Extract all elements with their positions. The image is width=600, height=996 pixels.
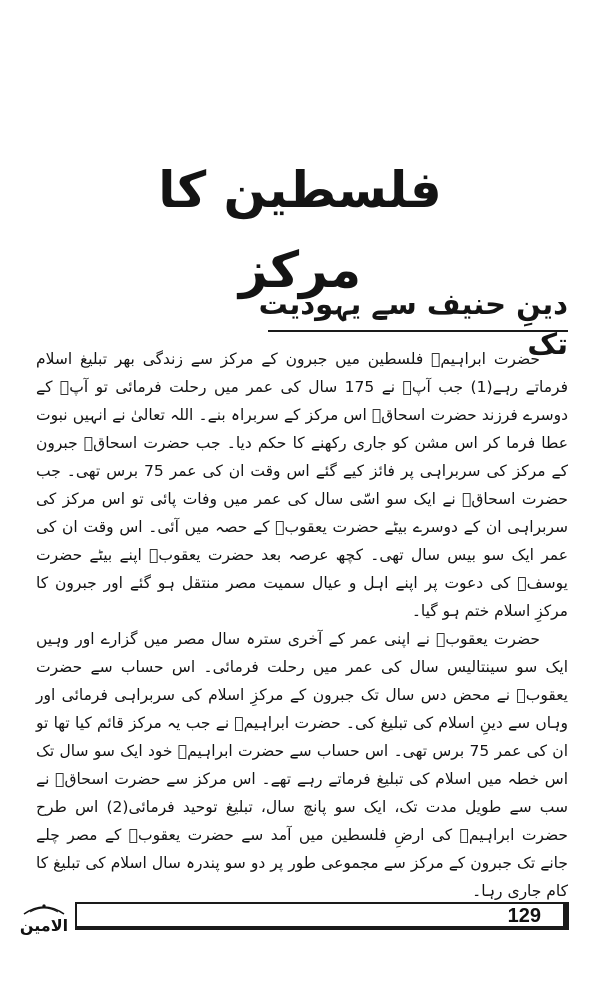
paragraph-2: حضرت یعقوبؑ نے اپنی عمر کے آخری سترہ سال مصر میں گزارے اور وہیں ایک سو سینتالیس سال کی عمر میں رحلت فرمائی۔ اس حساب سے حضرت یعقوبؑ نے محض دس سال تک جبرون کے مرکزِ اسلام کی سربراہی فرمائی اور وہاں سے دینِ اسلام کی تبلیغ کی۔ حضرت ابراہیمؑ نے جب یہ مرکز قائم کیا تھا تو ان کی عمر 75 برس تھی۔ اس حساب سے حضرت ابراہیمؑ خود ایک سو سال تک اس خطہ میں اسلام کی تبلیغ فرماتے رہے تھے۔ اس مرکز سے حضرت اسحاقؑ نے سب سے طویل مدت تک، ایک سو پانچ سال، تبلیغ توحید فرمائی(2) اس طرح حضرت ابراہیمؑ کی ارضِ فلسطین میں آمد سے حضرت یعقوبؑ کے مصر چلے جانے تک جبرون کے مرکز سے مجموعی طور پر دو سو پندرہ سال اسلام کی تبلیغ کا کام جاری رہا۔: [36, 630, 568, 900]
footer-page-box: [75, 902, 569, 930]
paragraph-1: حضرت ابراہیمؑ فلسطین میں جبرون کے مرکز سے زندگی بھر تبلیغ اسلام فرماتے رہے(1) جب آپؑ نے 175 سال کی عمر میں رحلت فرمائی تو آپؑ کے دوسرے فرزند حضرت اسحاقؑ اس مرکز کے سربراہ بنے۔ اللہ تعالیٰ نے انہیں نبوت عطا فرما کر اس مشن کو جاری رکھنے کا حکم دیا۔ جب حضرت اسحاقؑ جبرون کے مرکز کی سربراہی پر فائز کیے گئے اس وقت ان کی عمر 75 برس تھی۔ جب حضرت اسحاقؑ نے ایک سو اسّی سال کی عمر میں وفات پائی تو اس مرکز کی سربراہی ان کے دوسرے بیٹے حضرت یعقوبؑ کے حصہ میں آئی۔ اس وقت ان کی عمر ایک سو بیس سال تھی۔ کچھ عرصہ بعد حضرت یعقوبؑ اپنے بیٹے حضرت یوسفؑ کی دعوت پر اپنے اہل و عیال سمیت مصر منتقل ہو گئے اور جبرون کا مرکزِ اسلام ختم ہو گیا۔: [36, 350, 569, 620]
logo-text: الامین: [19, 916, 69, 935]
body-text: [36, 345, 568, 905]
chapter-title: فلسطین کا مرکز: [158, 161, 442, 299]
section-heading: دینِ حنیف سے یہودیت تک: [258, 287, 568, 361]
page-number: 129: [507, 905, 541, 927]
heading-underline: [268, 330, 568, 332]
publisher-logo: [16, 898, 72, 942]
